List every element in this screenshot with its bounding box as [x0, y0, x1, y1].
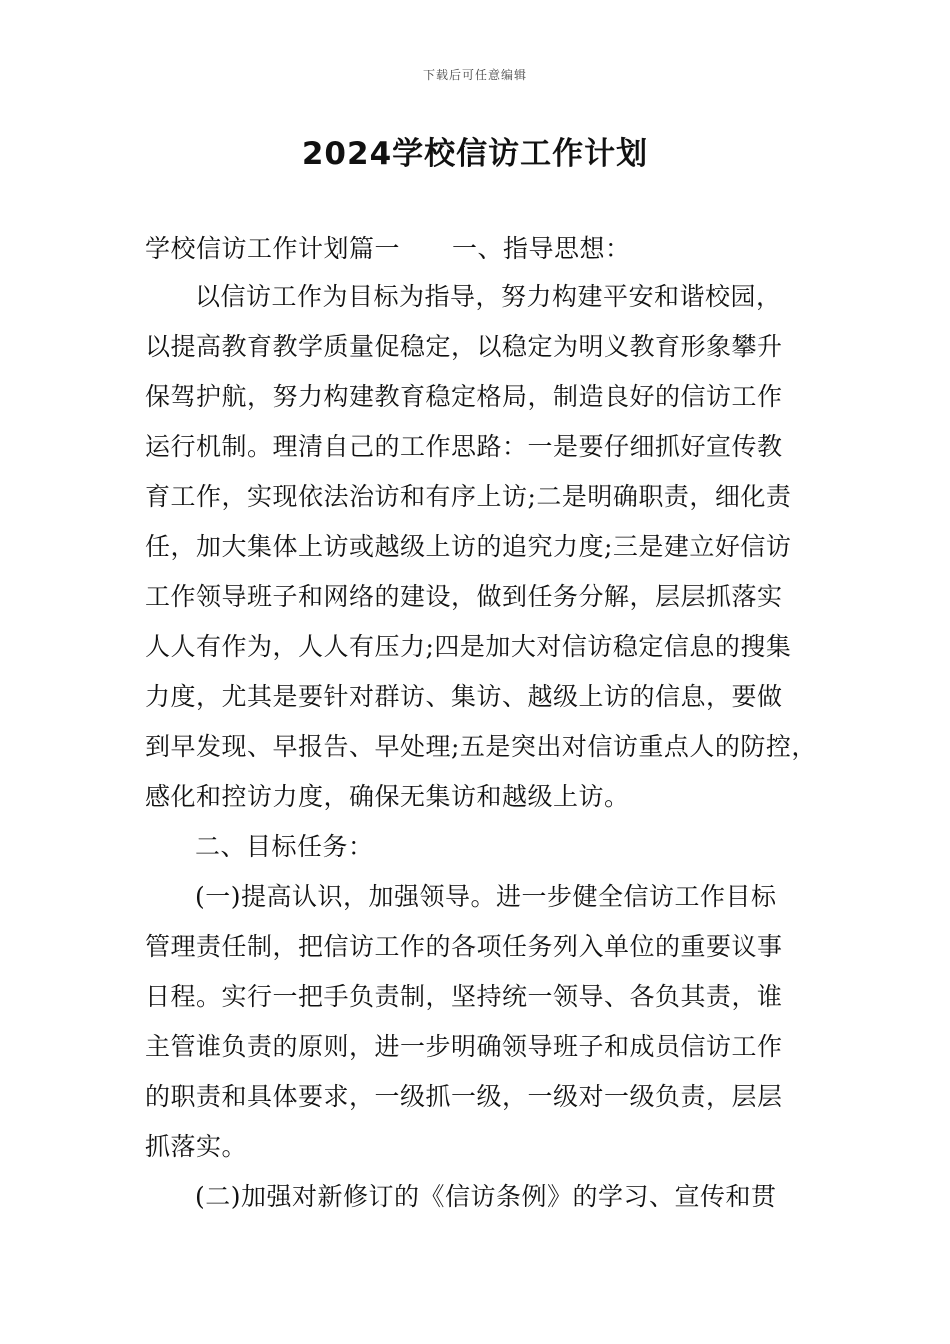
text-line: 育工作，实现依法治访和有序上访;二是明确职责，细化责 [145, 482, 792, 511]
text-line: (一)提高认识，加强领导。进一步健全信访工作目标 [195, 882, 777, 911]
text-line: 日程。实行一把手负责制，坚持统一领导、各负其责，谁 [145, 982, 783, 1011]
text-line: 感化和控访力度，确保无集访和越级上访。 [145, 782, 630, 811]
text-line: 主管谁负责的原则，进一步明确领导班子和成员信访工作 [145, 1032, 783, 1061]
text-line: 人人有作为，人人有压力;四是加大对信访稳定信息的搜集 [145, 632, 792, 661]
text-line: (二)加强对新修订的《信访条例》的学习、宣传和贯 [195, 1182, 777, 1211]
text-line: 工作领导班子和网络的建设，做到任务分解，层层抓落实 [145, 582, 783, 611]
text-line: 抓落实。 [145, 1132, 248, 1161]
text-line: 保驾护航，努力构建教育稳定格局，制造良好的信访工作 [145, 382, 783, 411]
header-note: 下载后可任意编辑 [422, 68, 527, 82]
text-line: 任，加大集体上访或越级上访的追究力度;三是建立好信访 [145, 532, 792, 561]
text-line [145, 226, 825, 272]
subtitle: 学校信访工作计划篇一 [145, 234, 401, 263]
document-title: 2024学校信访工作计划 [301, 136, 649, 172]
text-line: 到早发现、早报告、早处理;五是突出对信访重点人的防控， [145, 732, 817, 761]
section-heading: 二、目标任务： [195, 832, 374, 861]
section-heading: 一、指导思想： [452, 234, 631, 263]
text-line: 力度，尤其是要针对群访、集访、越级上访的信息，要做 [145, 682, 783, 711]
text-line: 以提高教育教学质量促稳定，以稳定为明义教育形象攀升 [145, 332, 783, 361]
text-line: 的职责和具体要求，一级抓一级，一级对一级负责，层层 [145, 1082, 783, 1111]
document-body [145, 226, 825, 1222]
text-line: 运行机制。理清自己的工作思路：一是要仔细抓好宣传教 [145, 432, 783, 461]
text-line: 管理责任制，把信访工作的各项任务列入单位的重要议事 [145, 932, 783, 961]
text-line: 以信访工作为目标为指导，努力构建平安和谐校园， [195, 282, 782, 311]
